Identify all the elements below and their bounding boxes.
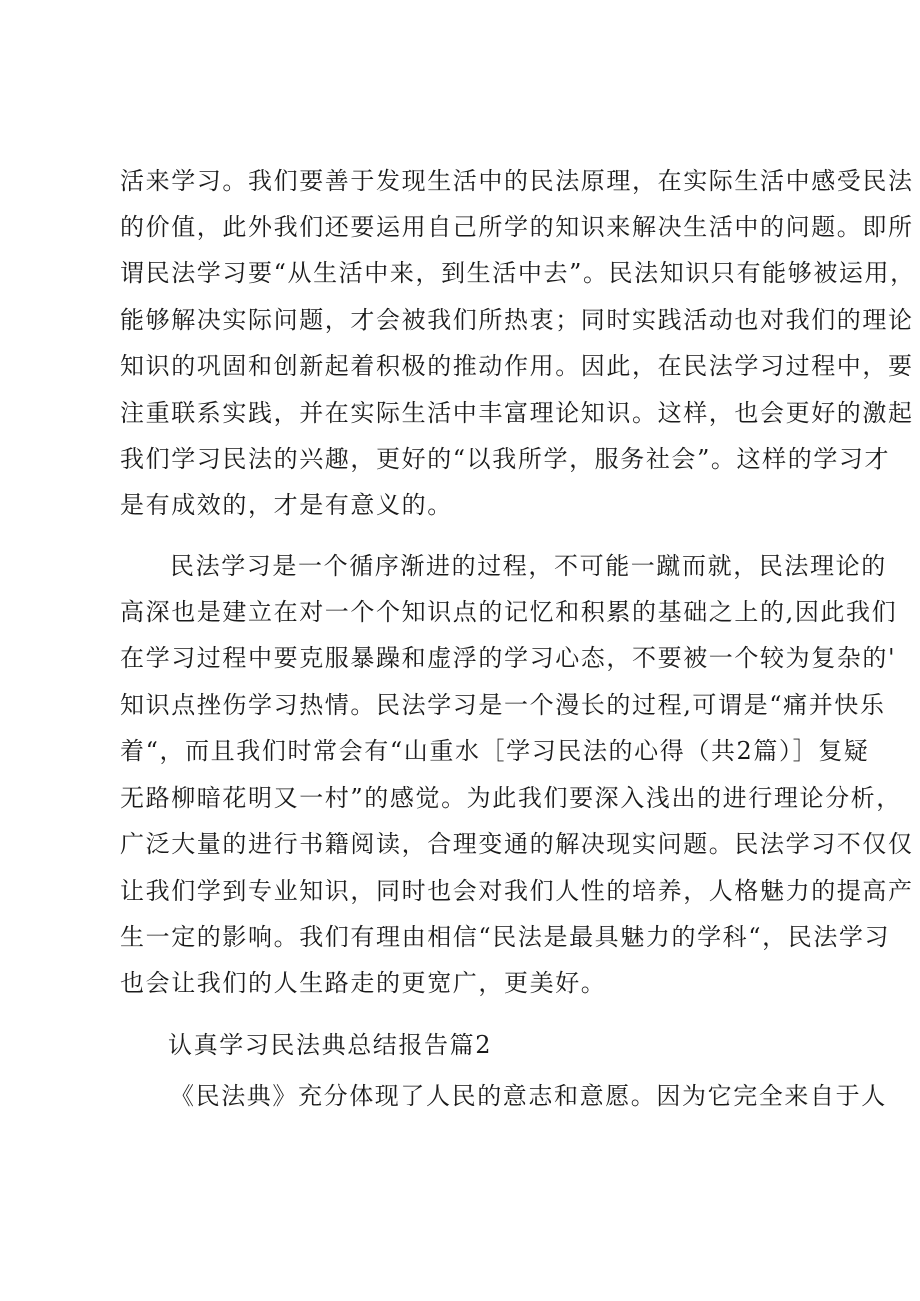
paragraph-line: 在学习过程中要克服暴躁和虚浮的学习心态，不要被一个较为复杂的' — [120, 644, 897, 672]
paragraph-first-line: 民法学习是一个循序渐进的过程，不可能一蹴而就，民法理论的 — [170, 552, 887, 580]
paragraph-line: 我们学习民法的兴趣，更好的“以我所学，服务社会”。这样的学习才 — [120, 445, 891, 473]
paragraph-line: 广泛大量的进行书籍阅读，合理变通的解决现实问题。民法学习不仅仅 — [120, 830, 914, 858]
paragraph-line: 高深也是建立在对一个个知识点的记忆和积累的基础之上的,因此我们 — [120, 598, 898, 626]
paragraph-line: 是有成效的，才是有意义的。 — [120, 491, 453, 519]
paragraph-line: 能够解决实际问题，才会被我们所热衷；同时实践活动也对我们的理论 — [120, 306, 914, 334]
paragraph-line: 谓民法学习要“从生活中来，到生活中去”。民法知识只有能够被运用， — [120, 259, 916, 287]
paragraph-line: 让我们学到专业知识，同时也会对我们人性的培养，人格魅力的提高产 — [120, 877, 914, 905]
paragraph-line: 无路柳暗花明又一村”的感觉。为此我们要深入浅出的进行理论分析， — [120, 784, 902, 812]
section-heading: 认真学习民法典总结报告篇2 — [168, 1031, 493, 1059]
paragraph-line: 活来学习。我们要善于发现生活中的民法原理，在实际生活中感受民法 — [120, 167, 914, 195]
paragraph-line: 知识的巩固和创新起着积极的推动作用。因此，在民法学习过程中，要 — [120, 352, 914, 380]
paragraph-first-line: 《民法典》充分体现了人民的意志和意愿。因为它完全来自于人 — [170, 1082, 887, 1110]
paragraph-line: 注重联系实践，并在实际生活中丰富理论知识。这样，也会更好的激起 — [120, 399, 914, 427]
paragraph-line: 知识点挫伤学习热情。民法学习是一个漫长的过程,可谓是“痛并快乐 — [120, 691, 886, 719]
paragraph-line: 的价值，此外我们还要运用自己所学的知识来解决生活中的问题。即所 — [120, 213, 914, 241]
paragraph-line: 生一定的影响。我们有理由相信“民法是最具魅力的学科“，民法学习 — [120, 923, 891, 951]
paragraph-line: 着“，而且我们时常会有“山重水［学习民法的心得（共2篇）］复疑 — [120, 737, 870, 765]
paragraph-line: 也会让我们的人生路走的更宽广，更美好。 — [120, 969, 607, 997]
